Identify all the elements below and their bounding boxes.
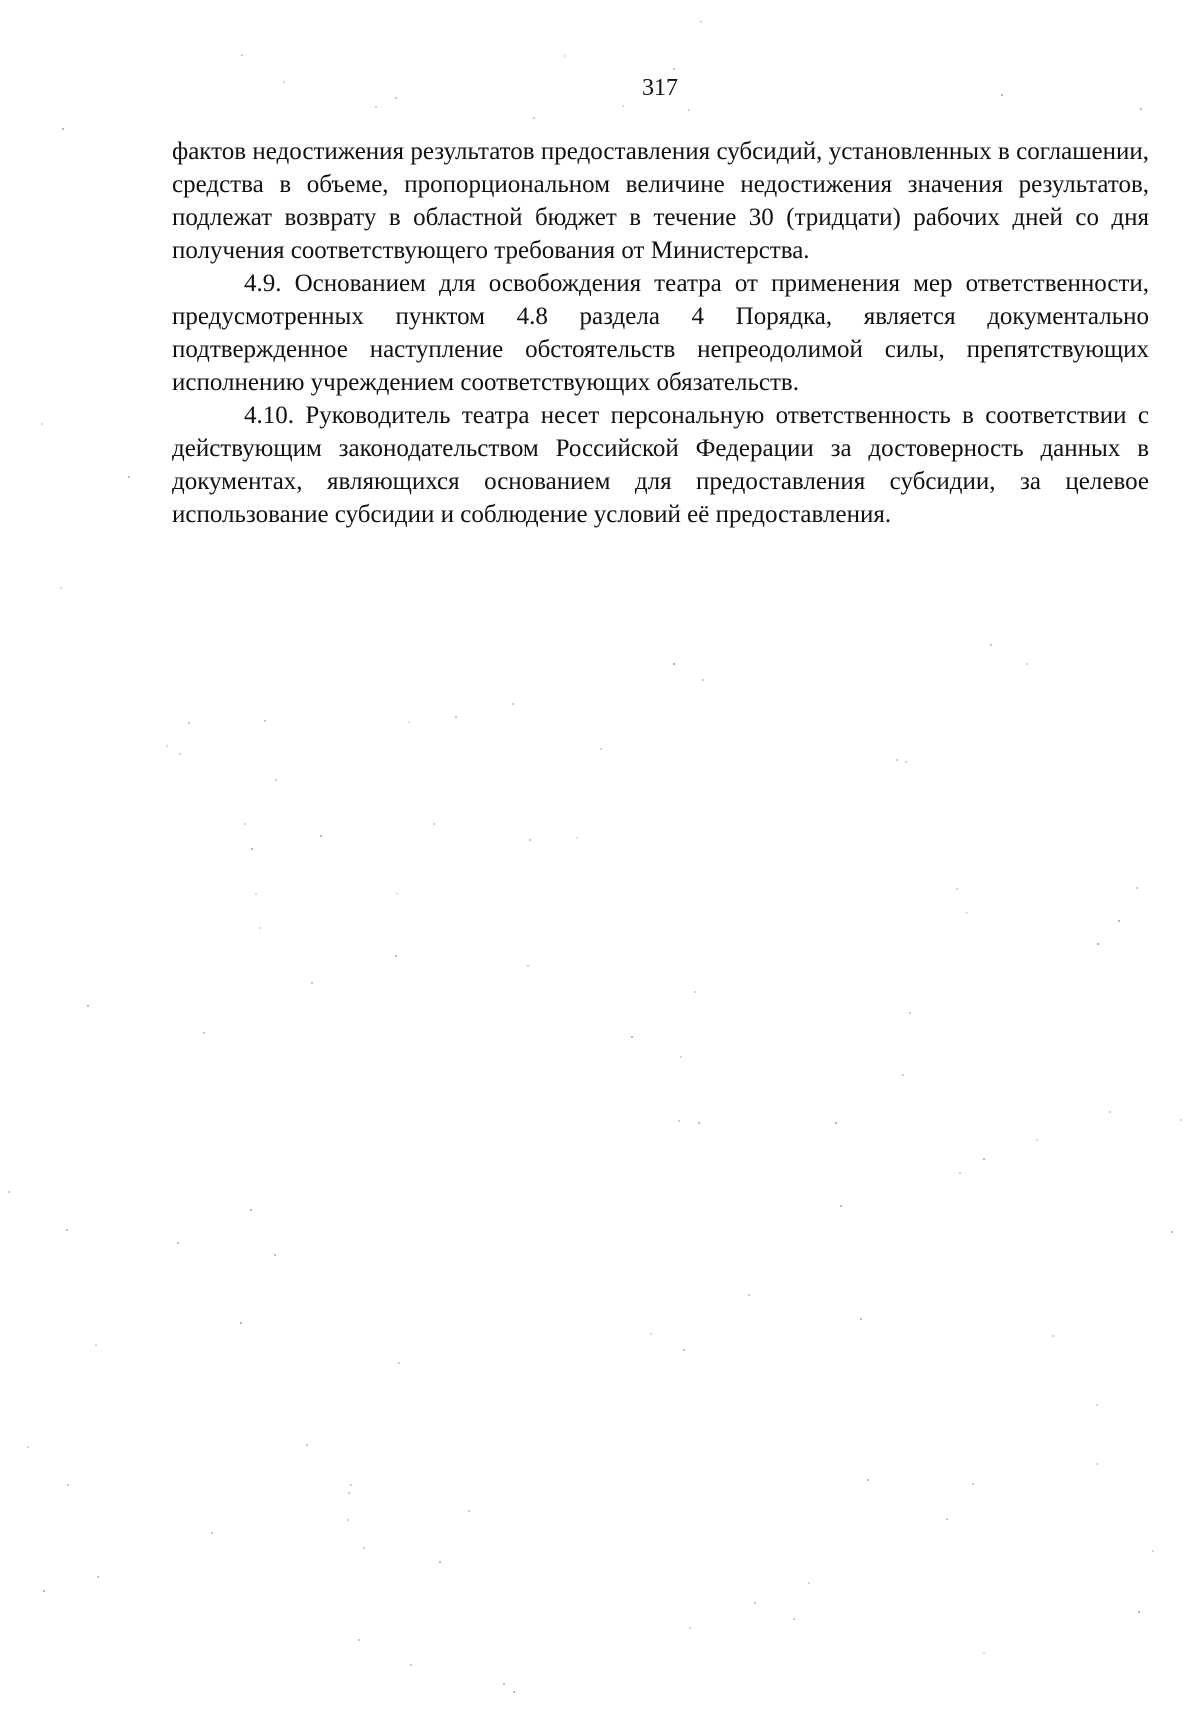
scan-speck: [680, 1056, 682, 1058]
scan-speck: [503, 1683, 505, 1685]
scan-speck: [513, 1691, 515, 1693]
scan-speck: [700, 21, 702, 23]
scan-speck: [251, 848, 253, 850]
scan-speck: [408, 721, 410, 723]
scan-speck: [600, 748, 602, 750]
scan-speck: [990, 644, 992, 646]
scan-speck: [909, 1012, 911, 1014]
scan-speck: [375, 106, 377, 108]
page-number: 317: [642, 75, 678, 101]
scan-speck: [683, 1349, 685, 1351]
scan-speck: [966, 912, 968, 914]
scan-speck: [650, 1333, 652, 1335]
scan-speck: [166, 745, 168, 747]
scan-speck: [1026, 663, 1028, 665]
scan-speck: [529, 839, 531, 841]
scan-speck: [673, 68, 675, 70]
scan-speck: [748, 1294, 750, 1296]
scan-speck: [902, 1074, 904, 1076]
scan-speck: [358, 1639, 360, 1641]
scan-speck: [395, 97, 397, 99]
scan-speck: [275, 779, 277, 781]
scan-speck: [678, 1120, 680, 1122]
scan-speck: [1097, 943, 1099, 945]
scan-speck: [793, 1618, 795, 1620]
scan-speck: [1052, 1335, 1054, 1337]
paragraph-4-10: 4.10. Руководитель театра несет персональную ответственность в соответствии с действующим законодательством Российской Федерации за достоверность данных в документах, являющихся основанием для предоставления субсидии, за целевое использование субсидии и соблюдение условий её предоставления.: [172, 402, 1149, 528]
scan-speck: [398, 1362, 400, 1364]
scan-speck: [250, 1209, 252, 1211]
scan-speck: [128, 476, 130, 478]
scan-speck: [1118, 920, 1120, 922]
scan-speck: [41, 423, 43, 425]
scan-speck: [97, 1576, 99, 1578]
paragraph-continuation: фактов недостижения результатов предоставления субсидий, установленных в соглашении, средства в объеме, пропорциональном величине недостижения значения результатов, подлежат возврату в областной бюджет в течение 30 (тридцати) рабочих дней со дня получения соответствующего требования от Министерства.: [172, 138, 1149, 264]
scan-speck: [439, 1561, 441, 1563]
scan-speck: [631, 1036, 633, 1038]
scan-speck: [211, 1532, 213, 1534]
scan-speck: [87, 1005, 89, 1007]
scan-speck: [983, 1158, 985, 1160]
scan-speck: [983, 1652, 985, 1654]
scan-speck: [348, 1492, 350, 1494]
scan-speck: [564, 55, 566, 57]
scan-speck: [840, 1205, 842, 1207]
scan-speck: [395, 955, 397, 957]
scan-speck: [27, 1446, 29, 1448]
scan-speck: [527, 965, 529, 967]
scan-speck: [972, 1483, 974, 1485]
scan-speck: [622, 105, 624, 107]
scan-speck: [255, 893, 257, 895]
scan-speck: [350, 1484, 352, 1486]
scan-speck: [67, 1484, 69, 1486]
scan-speck: [959, 1172, 961, 1174]
scan-speck: [688, 109, 690, 111]
scan-speck: [410, 1664, 412, 1666]
scan-speck: [1152, 1550, 1154, 1552]
scan-speck: [396, 893, 398, 895]
scan-speck: [1096, 1404, 1098, 1406]
document-body: [172, 135, 1149, 531]
scan-speck: [311, 982, 313, 984]
scan-speck: [347, 1519, 349, 1521]
scan-speck: [363, 1547, 365, 1549]
scan-speck: [95, 1344, 97, 1346]
scan-speck: [433, 823, 435, 825]
scan-speck: [179, 753, 181, 755]
scan-speck: [860, 1318, 862, 1320]
scan-speck: [1136, 887, 1138, 889]
scan-speck: [66, 1229, 68, 1231]
scan-speck: [468, 1510, 470, 1512]
scan-speck: [259, 927, 261, 929]
scan-speck: [203, 1032, 205, 1034]
scan-speck: [808, 1582, 810, 1584]
scan-speck: [240, 1322, 242, 1324]
scan-speck: [867, 1479, 869, 1481]
scan-speck: [689, 1627, 691, 1629]
scan-speck: [698, 1122, 700, 1124]
scan-speck: [576, 837, 578, 839]
scan-speck: [1138, 1611, 1140, 1613]
scan-speck: [1109, 1111, 1111, 1113]
scan-speck: [533, 117, 535, 119]
scan-speck: [673, 663, 675, 665]
scan-speck: [1180, 1119, 1182, 1121]
scan-speck: [1036, 1139, 1038, 1141]
scan-speck: [8, 1191, 10, 1193]
scan-speck: [946, 1518, 948, 1520]
scan-speck: [1001, 94, 1003, 96]
scan-speck: [896, 759, 898, 761]
scan-speck: [1171, 1231, 1173, 1233]
scan-speck: [905, 761, 907, 763]
scan-speck: [455, 716, 457, 718]
scan-speck: [512, 703, 514, 705]
scan-speck: [754, 1602, 756, 1604]
scan-speck: [43, 1590, 45, 1592]
scan-speck: [177, 1242, 179, 1244]
scan-speck: [264, 720, 266, 722]
scan-speck: [835, 1122, 837, 1124]
scan-speck: [306, 1444, 308, 1446]
scan-speck: [244, 823, 246, 825]
scan-speck: [702, 679, 704, 681]
scan-speck: [956, 888, 958, 890]
scan-speck: [320, 835, 322, 837]
scan-speck: [1140, 108, 1142, 110]
scan-speck: [274, 1254, 276, 1256]
scan-speck: [283, 81, 285, 83]
scan-speck: [60, 587, 62, 589]
scan-speck: [694, 991, 696, 993]
scan-speck: [62, 128, 64, 130]
scan-speck: [241, 54, 243, 56]
scan-speck: [1096, 1463, 1098, 1465]
scan-speck: [188, 722, 190, 724]
paragraph-4-9: 4.9. Основанием для освобождения театра от применения мер ответственности, предусмотренных пунктом 4.8 раздела 4 Порядка, является документально подтвержденное наступление обстоятельств непреодолимой силы, препятствующих исполнению учреждением соответствующих обязательств.: [172, 270, 1149, 396]
